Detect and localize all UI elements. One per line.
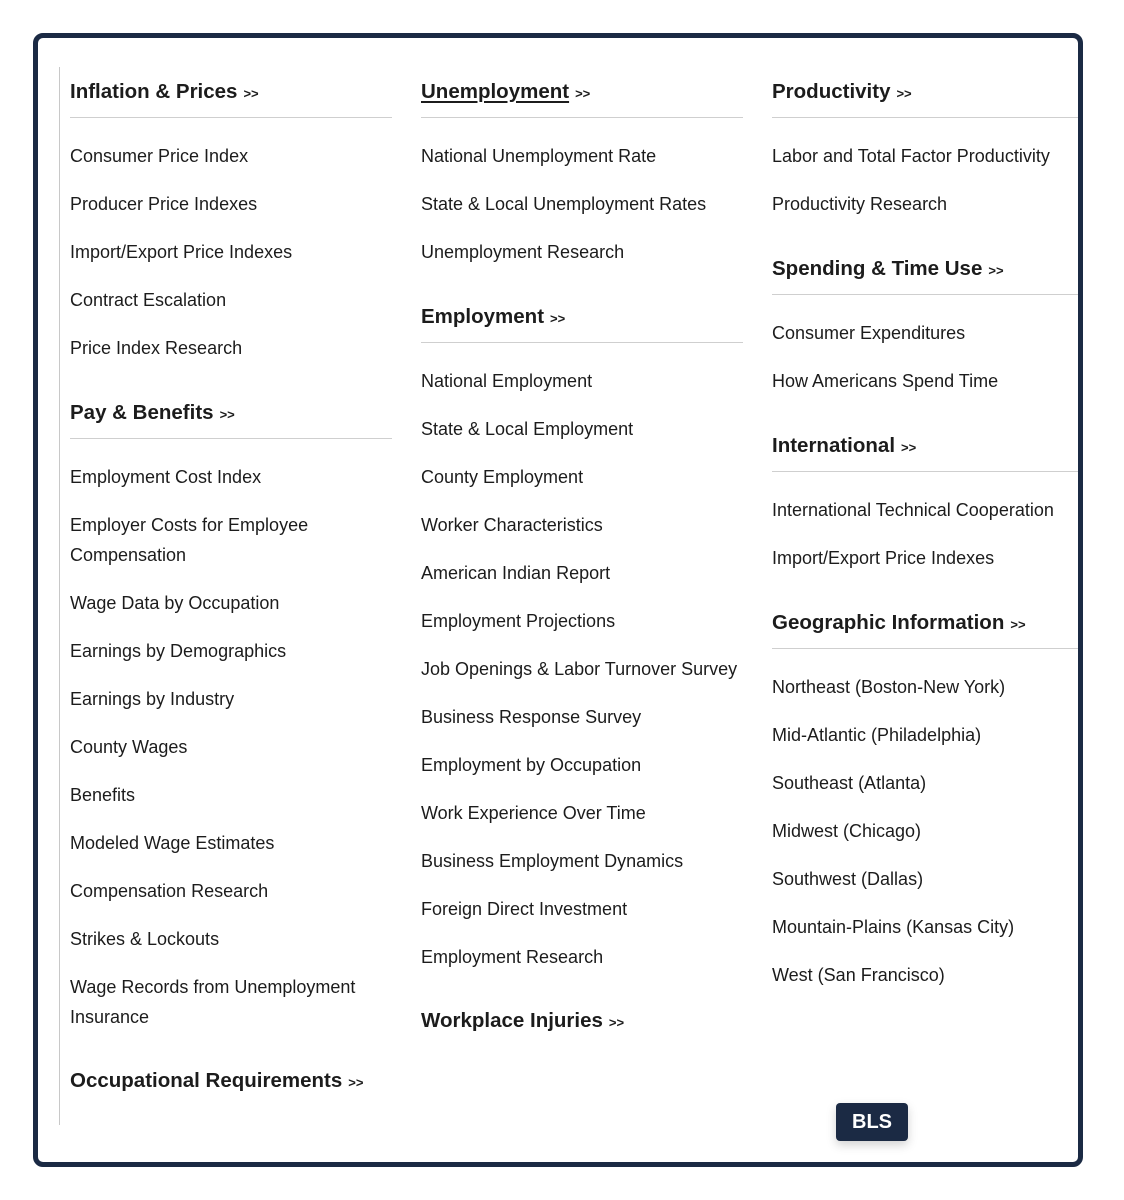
menu-link[interactable]: Employment Research xyxy=(421,947,604,967)
menu-link[interactable]: American Indian Report xyxy=(421,563,611,583)
heading-international[interactable] xyxy=(772,392,1083,472)
chevron-double-right-icon: >> xyxy=(243,86,259,101)
menu-link[interactable]: Import/Export Price Indexes xyxy=(772,548,995,568)
chevron-double-right-icon: >> xyxy=(575,86,591,101)
menu-link[interactable]: Southeast (Atlanta) xyxy=(772,773,927,793)
menu-link[interactable]: National Employment xyxy=(421,371,593,391)
section-occupational-requirements xyxy=(70,1027,392,1107)
heading-label: Productivity xyxy=(772,80,891,103)
menu-link[interactable]: Wage Records from Unemployment Insurance xyxy=(70,977,356,1027)
heading-pay-benefits[interactable] xyxy=(70,359,392,439)
heading-label: Inflation & Prices xyxy=(70,80,238,103)
menu-link[interactable]: Business Employment Dynamics xyxy=(421,851,684,871)
menu-link[interactable]: Earnings by Demographics xyxy=(70,641,287,661)
heading-label: International xyxy=(772,434,896,457)
heading-spending-time-use[interactable] xyxy=(772,215,1083,295)
heading-geographic-information[interactable] xyxy=(772,569,1083,649)
section-employment xyxy=(421,263,743,981)
heading-employment[interactable] xyxy=(421,263,743,343)
menu-link[interactable]: National Unemployment Rate xyxy=(421,146,657,166)
section-international xyxy=(772,392,1083,582)
chevron-double-right-icon: >> xyxy=(219,407,235,422)
menu-link[interactable]: International Technical Cooperation xyxy=(772,500,1054,520)
menu-link[interactable]: Foreign Direct Investment xyxy=(421,899,628,919)
heading-workplace-injuries[interactable] xyxy=(421,967,743,1047)
menu-link[interactable]: Consumer Expenditures xyxy=(772,323,966,343)
menu-link[interactable]: Employment Cost Index xyxy=(70,467,262,487)
menu-link[interactable]: Compensation Research xyxy=(70,881,269,901)
menu-link[interactable]: Strikes & Lockouts xyxy=(70,929,220,949)
menu-link[interactable]: Business Response Survey xyxy=(421,707,642,727)
heading-label: Spending & Time Use xyxy=(772,257,983,280)
menu-link[interactable]: Midwest (Chicago) xyxy=(772,821,922,841)
menu-link[interactable]: Producer Price Indexes xyxy=(70,194,258,214)
heading-unemployment[interactable] xyxy=(421,38,743,118)
chevron-double-right-icon: >> xyxy=(348,1075,364,1090)
section-pay-benefits xyxy=(70,359,392,1041)
menu-link[interactable]: Benefits xyxy=(70,785,136,805)
menu-link[interactable]: Employment Projections xyxy=(421,611,616,631)
chevron-double-right-icon: >> xyxy=(901,440,917,455)
heading-inflation-prices[interactable] xyxy=(70,38,392,118)
menu-link[interactable]: Unemployment Research xyxy=(421,242,625,262)
section-productivity xyxy=(772,38,1083,228)
section-workplace-injuries xyxy=(421,967,743,1047)
menu-link[interactable]: Modeled Wage Estimates xyxy=(70,833,275,853)
menu-link[interactable]: State & Local Employment xyxy=(421,419,634,439)
menu-link[interactable]: Price Index Research xyxy=(70,338,243,358)
menu-link[interactable]: Wage Data by Occupation xyxy=(70,593,280,613)
menu-column-2 xyxy=(421,38,743,1061)
section-spending-time-use xyxy=(772,215,1083,405)
menu-link[interactable]: West (San Francisco) xyxy=(772,965,945,985)
section-geographic-information xyxy=(772,569,1083,999)
heading-label: Pay & Benefits xyxy=(70,401,214,424)
chevron-double-right-icon: >> xyxy=(988,263,1004,278)
heading-label: Geographic Information xyxy=(772,611,1005,634)
menu-link[interactable]: Job Openings & Labor Turnover Survey xyxy=(421,659,738,679)
bls-logo-badge[interactable]: BLS xyxy=(836,1103,908,1141)
menu-link[interactable]: Contract Escalation xyxy=(70,290,227,310)
heading-occupational-requirements[interactable] xyxy=(70,1027,392,1107)
menu-column-3 xyxy=(772,38,1083,999)
chevron-double-right-icon: >> xyxy=(608,1015,625,1030)
section-inflation-prices xyxy=(70,38,392,372)
menu-link[interactable]: Employer Costs for Employee Compensation xyxy=(70,515,309,565)
menu-link[interactable]: Northeast (Boston-New York) xyxy=(772,677,1006,697)
heading-productivity[interactable] xyxy=(772,38,1083,118)
menu-link[interactable]: Southwest (Dallas) xyxy=(772,869,924,889)
menu-link[interactable]: Mid-Atlantic (Philadelphia) xyxy=(772,725,982,745)
menu-link[interactable]: Import/Export Price Indexes xyxy=(70,242,293,262)
column-divider xyxy=(59,67,60,1125)
menu-link[interactable]: Employment by Occupation xyxy=(421,755,642,775)
menu-link[interactable]: Earnings by Industry xyxy=(70,689,235,709)
menu-link[interactable]: Mountain-Plains (Kansas City) xyxy=(772,917,1015,937)
chevron-double-right-icon: >> xyxy=(550,311,566,326)
chevron-double-right-icon: >> xyxy=(896,86,912,101)
menu-link[interactable]: County Employment xyxy=(421,467,584,487)
section-unemployment xyxy=(421,38,743,276)
menu-link[interactable]: Worker Characteristics xyxy=(421,515,603,535)
menu-link[interactable]: Productivity Research xyxy=(772,194,948,214)
heading-label: Unemployment xyxy=(421,80,570,103)
menu-link[interactable]: Work Experience Over Time xyxy=(421,803,646,823)
chevron-double-right-icon: >> xyxy=(1010,617,1026,632)
menu-link[interactable]: Labor and Total Factor Productivity xyxy=(772,146,1050,166)
heading-label: Occupational Requirements xyxy=(70,1069,343,1092)
menu-link[interactable]: State & Local Unemployment Rates xyxy=(421,194,707,214)
subjects-mega-menu xyxy=(33,33,1083,1167)
menu-link[interactable]: How Americans Spend Time xyxy=(772,371,999,391)
menu-column-1 xyxy=(70,38,392,1121)
heading-label: Workplace Injuries xyxy=(421,1009,603,1032)
heading-label: Employment xyxy=(421,305,545,328)
menu-link[interactable]: Consumer Price Index xyxy=(70,146,249,166)
menu-link[interactable]: County Wages xyxy=(70,737,188,757)
